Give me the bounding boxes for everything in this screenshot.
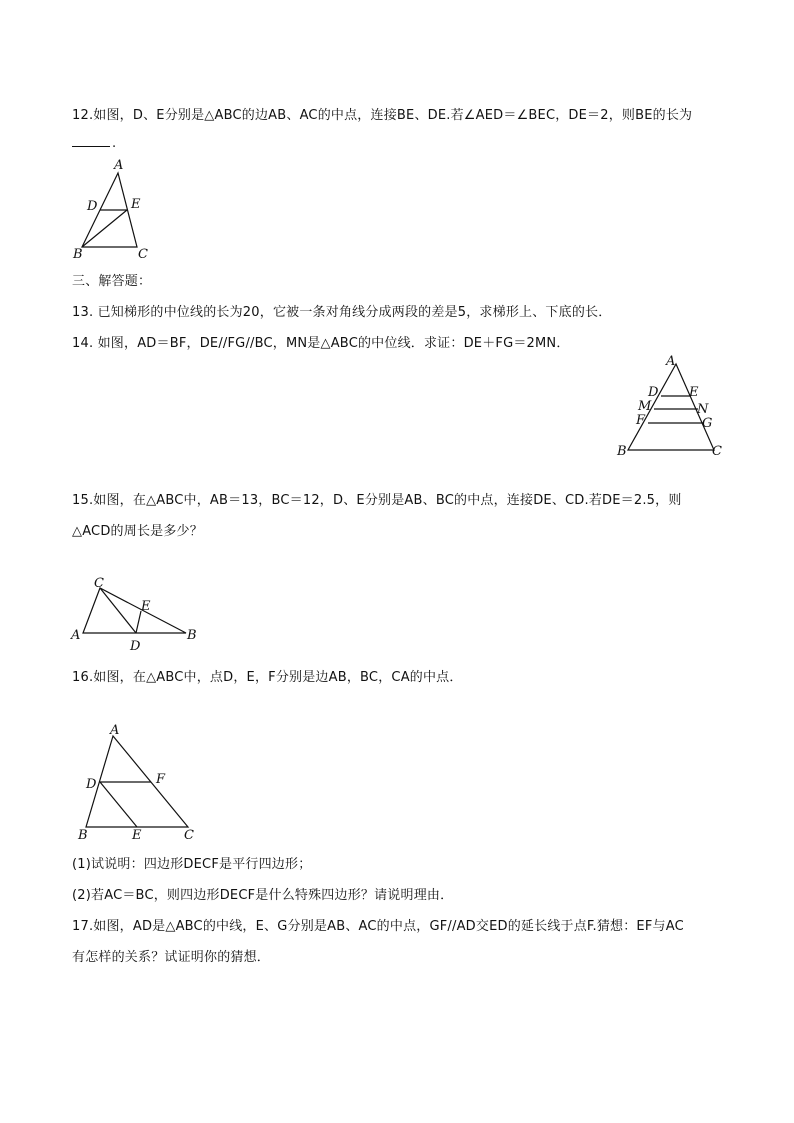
q13-text: 13. 已知梯形的中位线的长为20，它被一条对角线分成两段的差是5，求梯形上、下底的长． bbox=[72, 305, 612, 320]
q15-line2: △ACD的周长是多少？ bbox=[72, 524, 203, 539]
q15-figure bbox=[68, 576, 208, 656]
q14-label-f: F bbox=[636, 413, 646, 428]
q15-segment-de bbox=[136, 611, 141, 633]
q14-label-e: E bbox=[689, 385, 699, 400]
q14-label-g: G bbox=[702, 416, 713, 431]
q14-label-n: N bbox=[697, 402, 709, 417]
q17-line1: 17.如图，AD是△ABC的中线，E、G分别是AB、AC的中点，GF//AD交ED的延长线于点F.猜想：EF与AC bbox=[72, 919, 684, 934]
q15-triangle-abc bbox=[83, 588, 186, 633]
q14-label-d: D bbox=[648, 385, 659, 400]
q16-label-b: B bbox=[78, 828, 88, 843]
q12-segment-be bbox=[82, 210, 127, 247]
q15-label-b: B bbox=[187, 628, 197, 643]
q16-sub2: (2)若AC＝BC，则四边形DECF是什么特殊四边形？请说明理由． bbox=[72, 888, 454, 903]
q12-tail: . bbox=[112, 136, 117, 151]
answer-blank bbox=[72, 146, 110, 147]
q12-text: 12.如图，D、E分别是△ABC的边AB、AC的中点，连接BE、DE.若∠AED＝∠BEC，DE＝2，则BE的长为 bbox=[72, 108, 693, 123]
q14-label-m: M bbox=[638, 399, 652, 414]
q16-segment-de bbox=[100, 782, 137, 827]
q15-label-e: E bbox=[141, 599, 151, 614]
q16-sub1: (1)试说明：四边形DECF是平行四边形； bbox=[72, 857, 312, 872]
q16-label-c: C bbox=[184, 828, 194, 843]
q16-figure bbox=[72, 722, 202, 847]
q14-label-b: B bbox=[617, 444, 627, 459]
q16-label-f: F bbox=[156, 772, 166, 787]
q12-label-d: D bbox=[87, 199, 98, 214]
q14-label-c: C bbox=[712, 444, 722, 459]
q16-label-e: E bbox=[132, 828, 142, 843]
q16-label-a: A bbox=[110, 723, 120, 738]
q14-label-a: A bbox=[666, 354, 676, 369]
q15-label-d: D bbox=[130, 639, 141, 654]
q12-label-c: C bbox=[138, 247, 148, 262]
section-title: 三、解答题： bbox=[72, 274, 152, 289]
q14-figure bbox=[614, 352, 734, 462]
q15-label-a: A bbox=[71, 628, 81, 643]
q12-label-e: E bbox=[131, 197, 141, 212]
q15-segment-cd bbox=[100, 588, 136, 633]
q16-text: 16.如图，在△ABC中，点D，E，F分别是边AB，BC，CA的中点． bbox=[72, 670, 463, 685]
q17-line2: 有怎样的关系？试证明你的猜想． bbox=[72, 950, 271, 965]
q14-text: 14. 如图，AD＝BF，DE//FG//BC，MN是△ABC的中位线．求证：DE＋FG＝2MN． bbox=[72, 336, 570, 351]
q15-label-c: C bbox=[94, 576, 104, 591]
q12-figure bbox=[70, 155, 160, 265]
q15-line1: 15.如图，在△ABC中，AB＝13，BC＝12，D、E分别是AB、BC的中点，连接DE、CD.若DE＝2.5，则 bbox=[72, 493, 682, 508]
q12-answer-line bbox=[72, 136, 116, 151]
q12-label-b: B bbox=[73, 247, 83, 262]
q12-label-a: A bbox=[114, 158, 124, 173]
q16-label-d: D bbox=[86, 777, 97, 792]
